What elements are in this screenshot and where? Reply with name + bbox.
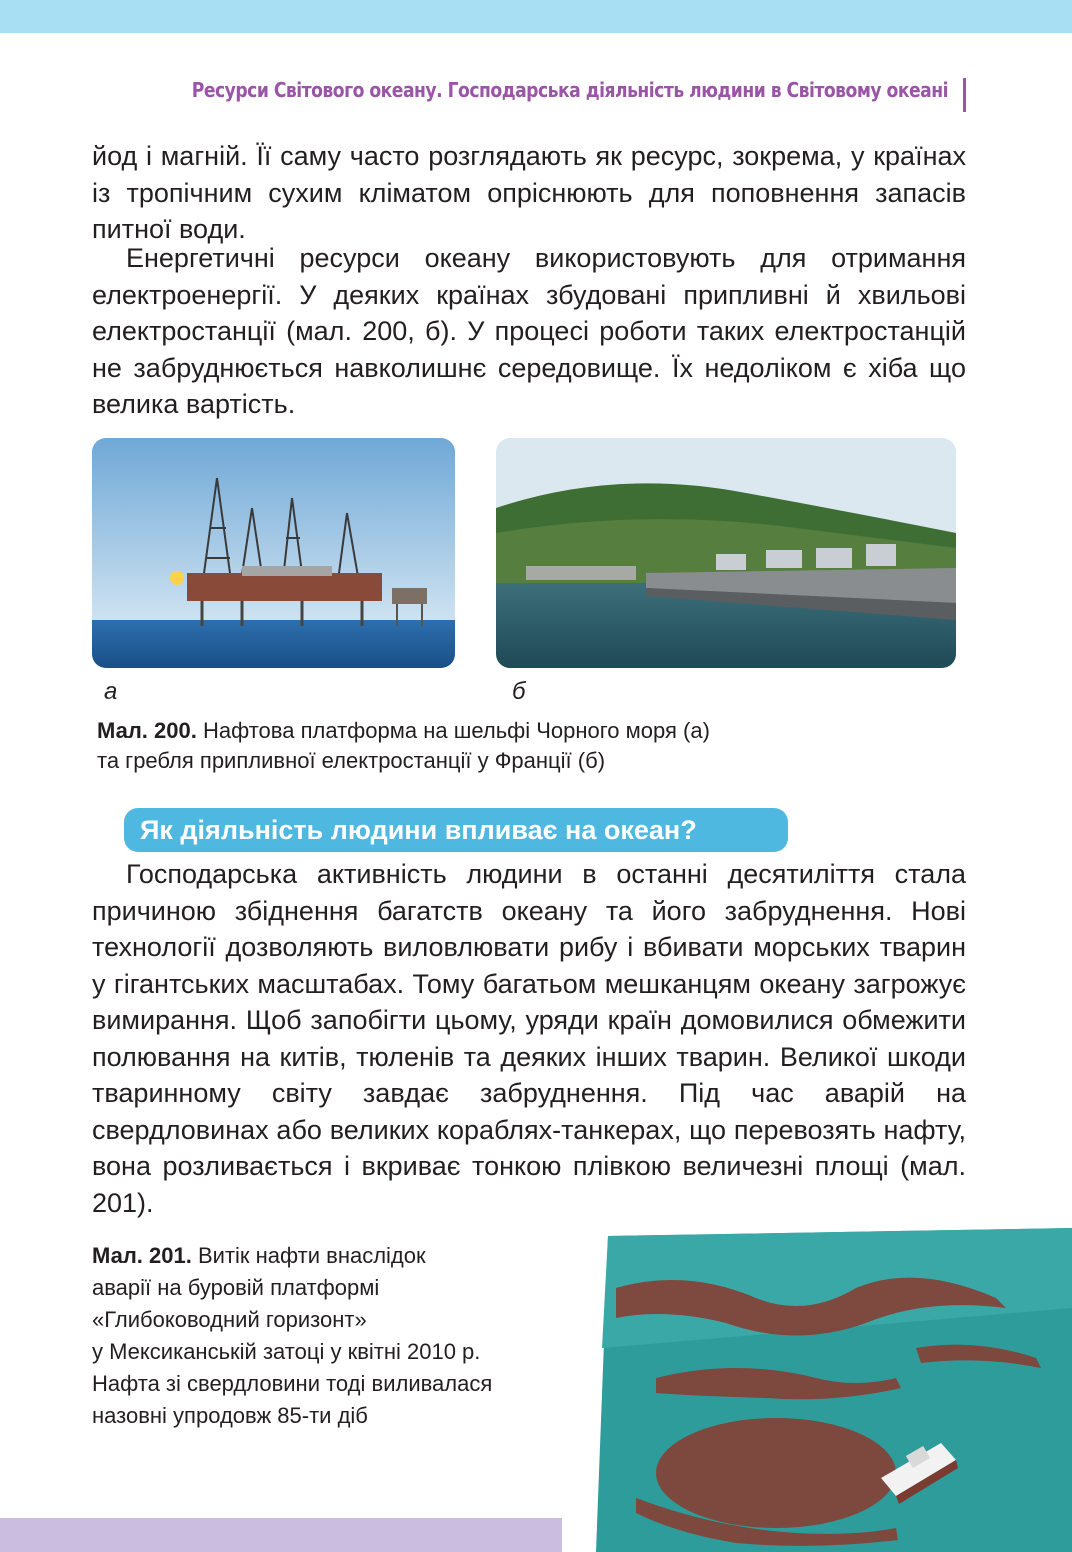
header-divider: [963, 78, 966, 112]
figure-200-label-b: б: [512, 678, 526, 705]
figure-201-caption-line-4: у Мексиканській затоці у квітні 2010 р.: [92, 1339, 481, 1364]
figure-200-caption-line-2: та гребля припливної електростанції у Франції (б): [97, 748, 606, 773]
oil-spill-photo: [596, 1228, 1072, 1552]
paragraph-3: Господарська активність людини в останні десятиліття стала причиною збіднення багатств океану та його забруднення. Нові технології дозволяють виловлювати рибу і вбивати морських тварин у гігантських масштабах. Тому багатьом мешканцям океану загрожує вимирання. Щоб запобігти цьому, уряди країн домовилися обмежити полювання на китів, тюленів та деяких інших тварин. Великої шкоди тваринному світу завдає забруднення. Під час аварій на свердловинах або великих кораблях-танкерах, що перевозять нафту, вона розливається і вкриває тонкою плівкою величезні площі (мал. 201).: [92, 859, 966, 1218]
figure-200-label-a: а: [104, 678, 118, 705]
oil-platform-photo: [92, 438, 455, 668]
paragraph-2: Енергетичні ресурси океану використовують для отримання електроенергії. У деяких країнах збудовані припливні й хвильові електростанції (мал. 200, б). У процесі роботи таких електростанцій не забруднюється навколишнє середовище. Їх недоліком є хіба що велика вартість.: [92, 243, 966, 419]
tidal-dam-photo: [496, 438, 956, 668]
figure-201-caption-line-1: Витік нафти внаслідок: [197, 1243, 426, 1268]
figure-201-caption-line-5: Нафта зі свердловини тоді виливалася: [92, 1371, 493, 1396]
figure-201-caption-line-2: аварії на буровій платформі: [92, 1275, 380, 1300]
figure-200-caption: [97, 716, 857, 776]
top-color-band: [0, 0, 1072, 33]
figure-200-caption-line-1: Нафтова платформа на шельфі Чорного моря (а): [202, 718, 710, 743]
section-heading: Як діяльність людини впливає на океан?: [140, 815, 697, 845]
running-header: Ресурси Світового океану. Господарська діяльність людини в Світовому океані: [191, 78, 949, 102]
figure-201-caption-line-3: «Глибоководний горизонт»: [92, 1307, 367, 1332]
paragraph-1: йод і магній. Її саму часто розглядають як ресурс, зокрема, у країнах із тропічним сухим кліматом опріснюють для поповнення запасів питної води.: [92, 141, 966, 244]
bottom-color-band: [0, 1518, 562, 1552]
figure-201-caption: [92, 1240, 592, 1432]
figure-200-caption-number: Мал. 200.: [97, 718, 197, 743]
figure-201-caption-line-6: назовні упродовж 85-ти діб: [92, 1403, 368, 1428]
figure-201-caption-number: Мал. 201.: [92, 1243, 192, 1268]
